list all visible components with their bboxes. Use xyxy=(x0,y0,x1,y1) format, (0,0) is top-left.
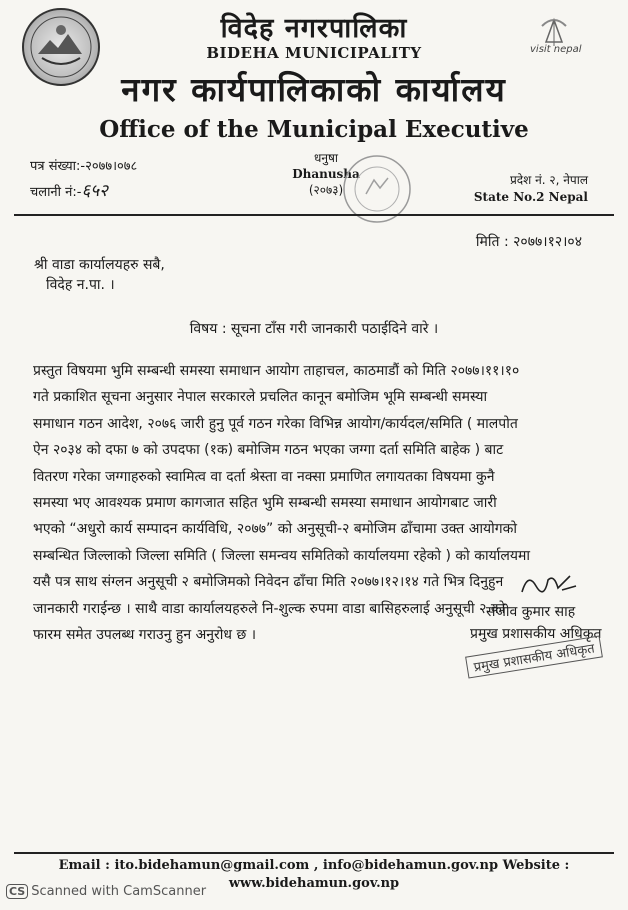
camscanner-text: Scanned with CamScanner xyxy=(31,884,207,899)
footer-contact: Email : ito.bidehamun@gmail.com , info@bidehamun.gov.np Website : xyxy=(58,858,570,873)
dispatch-number-value: ६५२ xyxy=(81,181,108,201)
visit-nepal-logo xyxy=(524,12,596,68)
dispatch-number-label: चलानी नं:- xyxy=(30,185,82,200)
state-english: State No.2 Nepal xyxy=(473,190,588,204)
office-round-stamp xyxy=(338,150,416,228)
body-line: भएको “अधुरो कार्य सम्पादन कार्यविधि, २०७७” को अनुसूची-२ बमोजिम ढाँचामा उक्त आयोगको xyxy=(33,521,518,538)
camscanner-logo-icon: CS xyxy=(6,884,28,899)
district-english: Dhanusha xyxy=(292,167,360,181)
body-line: सम्बन्धित जिल्लाको जिल्ला समिति ( जिल्ला समन्वय समितिको कार्यालयमा रहेको ) को कार्यालयमा xyxy=(33,547,530,564)
state-block xyxy=(474,172,588,206)
letter-date: मिति : २०७७।१२।०४ xyxy=(475,234,582,250)
addressee-line-1: श्री वाडा कार्यालयहरु सबै, xyxy=(34,257,165,273)
body-line: वितरण गरेका जग्गाहरुको स्वामित्व वा दर्ता श्रेस्ता वा नक्सा प्रमाणित लगायतका विषयमा कुनै xyxy=(33,468,495,485)
office-name-nepali: नगर कार्यपालिकाको कार्यालय xyxy=(121,70,507,109)
subject-line: विषय : सूचना टाँस गरी जानकारी पठाईदिने वारे । xyxy=(189,321,439,337)
body-line: समाधान गठन आदेश, २०७६ जारी हुनु पूर्व गठन गरेका विभिन्न आयोग/कार्यदल/समिति ( मालपोत xyxy=(33,415,518,432)
body-line: फारम समेत उपलब्ध गराउनु हुन अनुरोध छ । xyxy=(33,627,257,644)
footer-website: www.bidehamun.gov.np xyxy=(228,876,400,891)
dispatch-number-row xyxy=(30,178,108,201)
footer-divider xyxy=(14,852,614,854)
state-nepali: प्रदेश नं. २, नेपाल xyxy=(509,173,588,187)
body-line: यसै पत्र साथ संग्लन अनुसूची २ बमोजिमको निवेदन ढाँचा मिति २०७७।१२।१४ गते भित्र दिनुहुन xyxy=(33,574,504,591)
designation-stamp: प्रमुख प्रशासकीय अधिकृत xyxy=(465,635,603,678)
body-line: समस्या भए आवश्यक प्रमाण कागजात सहित भुमि सम्बन्धी समस्या समाधान आयोगबाट जारी xyxy=(33,495,497,512)
addressee-line-2: विदेह न.पा. । xyxy=(46,277,115,293)
signatory-title: प्रमुख प्रशासकीय अधिकृत xyxy=(470,626,602,642)
signatory-name: संजीव कुमार साह xyxy=(486,604,576,620)
body-line: गते प्रकाशित सूचना अनुसार नेपाल सरकारले प्रचलित कानून बमोजिम भूमि सम्बन्धी समस्या xyxy=(33,389,488,406)
municipality-name-nepali: विदेह नगरपालिका xyxy=(220,13,408,44)
established-year: (२०७३) xyxy=(308,183,344,197)
body-line: जानकारी गराईन्छ । साथै वाडा कार्यालयहरुले नि-शुल्क रुपमा वाडा बासिहरुलाई अनुसूची २ को xyxy=(33,600,506,617)
handwritten-signature xyxy=(518,568,578,604)
body-line: प्रस्तुत विषयमा भुमि सम्बन्धी समस्या समाधान आयोग ताहाचल, काठमाडौं को मिति २०७७।११।१० xyxy=(33,363,520,379)
header-divider xyxy=(14,214,614,216)
office-name-english: Office of the Municipal Executive xyxy=(99,116,529,143)
body-line: ऐन २०३४ को दफा ७ को उपदफा (१क) बमोजिम गठन भएका जग्गा दर्ता समिति बाहेक ) बाट xyxy=(33,442,504,459)
visit-nepal-text: visit nepal xyxy=(530,44,582,55)
municipality-name-english: BIDEHA MUNICIPALITY xyxy=(206,44,422,62)
camscanner-watermark xyxy=(6,884,206,899)
district-nepali: धनुषा xyxy=(313,151,339,165)
letter-number: पत्र संख्या:-२०७७।०७८ xyxy=(30,159,138,174)
